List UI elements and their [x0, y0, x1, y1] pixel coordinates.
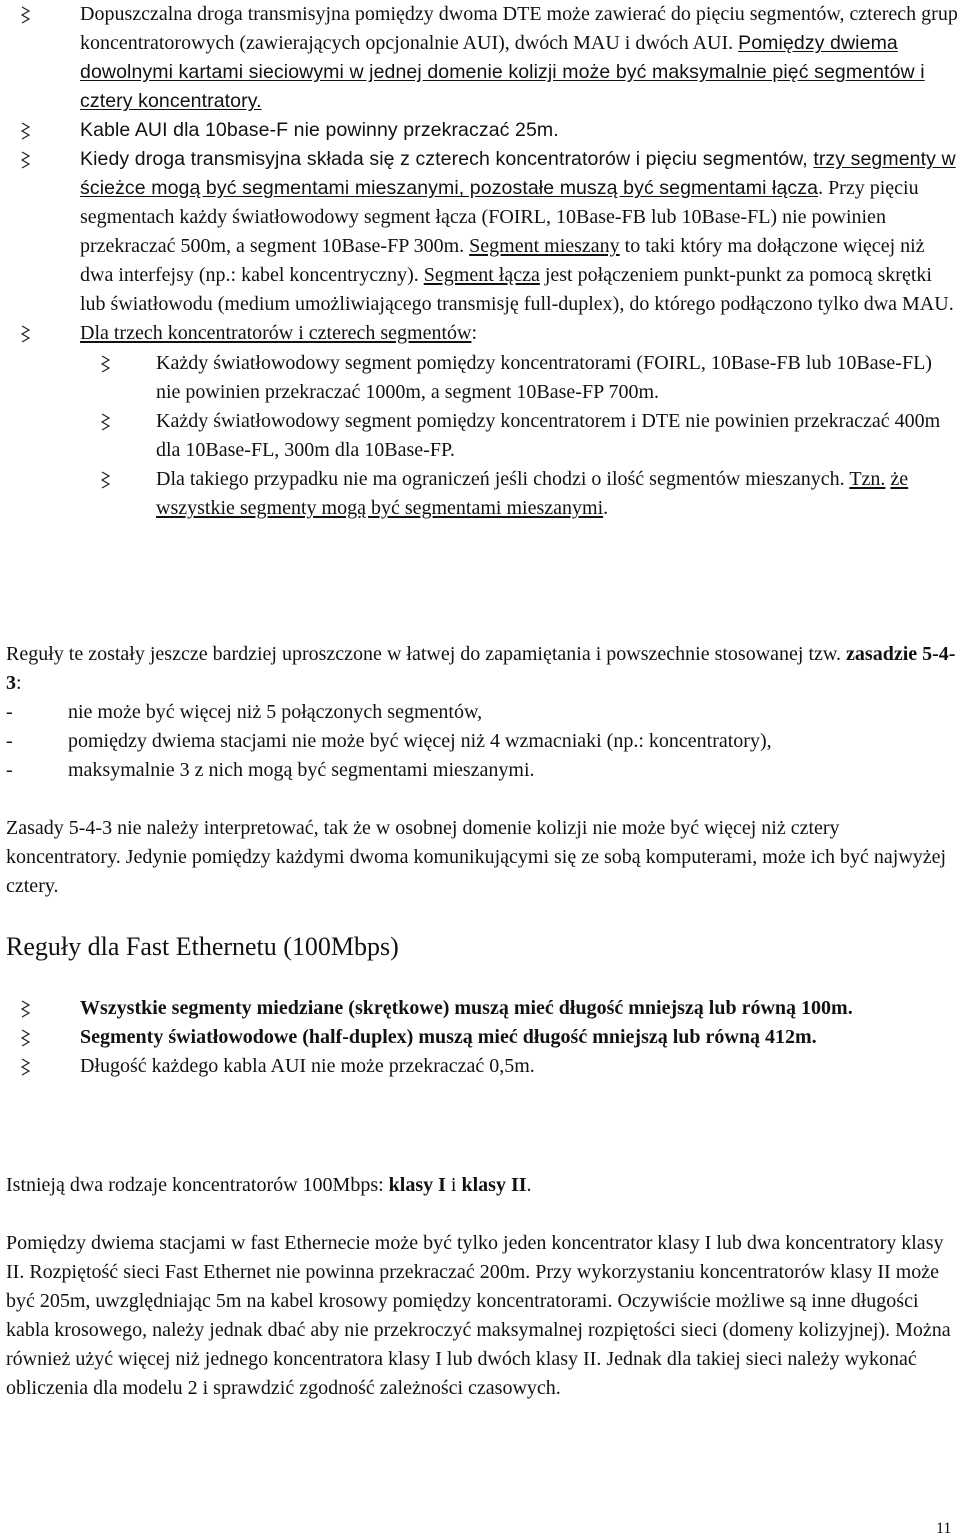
- list-item: Segmenty światłowodowe (half-duplex) muszą mieć długość mniejszą lub równą 412m.: [0, 1023, 960, 1052]
- bullet-icon: [19, 1058, 33, 1076]
- dash-list-item: - nie może być więcej niż 5 połączonych segmentów,: [6, 701, 483, 723]
- list-item: Kiedy droga transmisyjna składa się z czterech koncentratorów i pięciu segmentów, trzy segmenty w ścieżce mogą być segmentami mieszanymi, pozostałe muszą być segmentami łącza. Przy pięciu segmentach każdy światłowodowy segment łącza (FOIRL, 10Base-FB lub 10Base-FL) nie powinien przekraczać 500m, a segment 10Base-FP 300m. Segment mieszany to taki który ma dołączone więcej niż dwa interfejsy (np.: kabel koncentryczny). Segment łącza jest połączeniem punkt-punkt za pomocą skrętki lub światłowodu (medium umożliwiającego transmisję full-duplex), do którego podłączono tylko dwa MAU.: [0, 145, 960, 319]
- hub-classes-paragraph: Istnieją dwa rodzaje koncentratorów 100Mbps: klasy I i klasy II.: [6, 1174, 532, 1196]
- sub-list-item: Każdy światłowodowy segment pomiędzy koncentratorami (FOIRL, 10Base-FB lub 10Base-FL) nie powinien przekraczać 1000m, a segment 10Base-FP 700m.: [80, 349, 960, 407]
- bullet-icon: [99, 413, 113, 431]
- bullet-icon: [19, 6, 33, 24]
- fast-ethernet-rules-list: [0, 994, 960, 1081]
- rule-543-paragraph: Zasady 5-4-3 nie należy interpretować, tak że w osobnej domenie kolizji nie może być więcej niż cztery koncentratory. Jedynie pomiędzy każdymi dwoma komunikującymi się ze sobą komputerami, może ich być najwyżej cztery.: [6, 817, 947, 897]
- bullet-icon: [99, 355, 113, 373]
- list-item: Dopuszczalna droga transmisyjna pomiędzy dwoma DTE może zawierać do pięciu segmentów, czterech grup koncentratorowych (zawierających opcjonalnie AUI), dwóch MAU i dwóch AUI. Pomiędzy dwiema dowolnymi kartami sieciowymi w jednej domenie kolizji może być maksymalnie pięć segmentów i cztery koncentratory.: [0, 0, 960, 116]
- dash-list-item: - pomiędzy dwiema stacjami nie może być więcej niż 4 wzmacniaki (np.: koncentratory),: [6, 730, 772, 752]
- ethernet-rules-list: [0, 0, 960, 523]
- list-item: Wszystkie segmenty miedziane (skrętkowe) muszą mieć długość mniejszą lub równą 100m.: [0, 994, 960, 1023]
- list-item: Długość każdego kabla AUI nie może przekraczać 0,5m.: [0, 1052, 960, 1081]
- bullet-icon: [99, 471, 113, 489]
- rule-543-block: [6, 640, 956, 785]
- list-item: Dla trzech koncentratorów i czterech segmentów: Każdy światłowodowy segment pomiędzy koncentratorami (FOIRL, 10Base-FB lub 10Base-FL) nie powinien przekraczać 1000m, a segment 10Base-FP 700m. Każdy światłowodowy segment pomiędzy koncentratorem i DTE nie powinien przekraczać 400m dla 10Base-FL, 300m dla 10Base-FP. Dla takiego przypadku nie ma ograniczeń jeśli chodzi o ilość segmentów mieszanych. Tzn. że wszystkie segmenty mogą być segmentami mieszanymi.: [0, 319, 960, 523]
- rule-543-intro: Reguły te zostały jeszcze bardziej uproszczone w łatwej do zapamiętania i powszechnie stosowanej tzw. zasadzie 5-4-3:: [6, 643, 956, 694]
- sub-list-item: Dla takiego przypadku nie ma ograniczeń jeśli chodzi o ilość segmentów mieszanych. Tzn. że wszystkie segmenty mogą być segmentami mieszanymi.: [80, 465, 960, 523]
- bullet-icon: [19, 325, 33, 343]
- section-heading: Reguły dla Fast Ethernetu (100Mbps): [6, 932, 399, 961]
- fast-ethernet-paragraph: Pomiędzy dwiema stacjami w fast Ethernecie może być tylko jeden koncentrator klasy I lub dwa koncentratory klasy II. Rozpiętość sieci Fast Ethernet nie powinna przekraczać 200m. Przy wykorzystaniu koncentratorów klasy II może być 205m, uwzględniając 5m na kabel krosowy pomiędzy koncentratorami. Oczywiście możliwe są inne długości kabla krosowego, należy jednak dbać aby nie przekroczyć maksymalnej rozpiętości sieci (domeny kolizyjnej). Można również użyć więcej niż jednego koncentratora klasy I lub dwóch klasy II. Jednak dla takiej sieci należy wykonać obliczenia dla modelu 2 i sprawdzić zgodność zależności czasowych.: [6, 1232, 951, 1399]
- list-item: Kable AUI dla 10base-F nie powinny przekraczać 25m.: [0, 116, 960, 145]
- bullet-icon: [19, 151, 33, 169]
- bullet-icon: [19, 122, 33, 140]
- bullet-icon: [19, 1000, 33, 1018]
- bullet-icon: [19, 1029, 33, 1047]
- dash-list-item: - maksymalnie 3 z nich mogą być segmentami mieszanymi.: [6, 759, 535, 781]
- sub-list-item: Każdy światłowodowy segment pomiędzy koncentratorem i DTE nie powinien przekraczać 400m dla 10Base-FL, 300m dla 10Base-FP.: [80, 407, 960, 465]
- sub-list: [80, 349, 960, 523]
- sublist-heading: Dla trzech koncentratorów i czterech segmentów: [80, 322, 472, 344]
- page-number: 11: [936, 1520, 952, 1537]
